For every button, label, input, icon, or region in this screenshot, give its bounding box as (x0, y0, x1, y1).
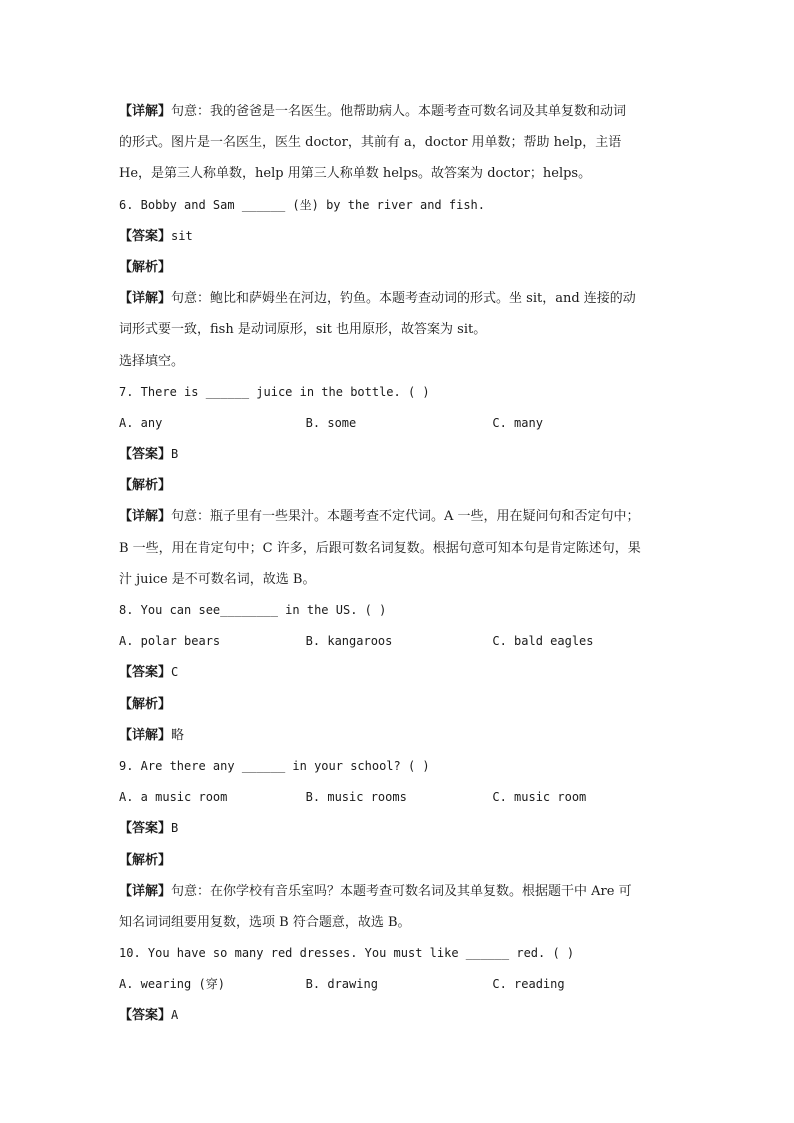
analysis-tag: 【解析】 (119, 259, 172, 275)
option-b: B. kangaroos (305, 634, 393, 649)
question-6-stem: 6. Bobby and Sam ______ (坐) by the river and fish. (119, 197, 486, 212)
answer-value: A (171, 1008, 179, 1023)
question-7-options (119, 408, 679, 439)
answer-tag: 【答案】 (119, 821, 172, 837)
question-7-detail-line-2: B 一些，用在肯定句中；C 许多，后跟可数名词复数。根据句意可知本句是肯定陈述句，果 (119, 540, 641, 556)
option-c: C. bald eagles (492, 634, 594, 649)
question-10-answer (119, 1000, 679, 1031)
answer-tag: 【答案】 (119, 665, 172, 681)
answer-tag: 【答案】 (119, 1008, 172, 1024)
prev-detail-line-1 (119, 96, 679, 127)
option-c: C. reading (492, 977, 565, 992)
answer-value: B (171, 447, 179, 462)
detail-text: 句意：瓶子里有一些果汁。本题考查不定代词。A 一些，用在疑问句和否定句中； (171, 509, 640, 525)
detail-tag: 【详解】 (119, 104, 172, 119)
question-7-answer (119, 439, 679, 470)
question-9-stem: 9. Are there any ______ in your school? ( ) (119, 758, 430, 773)
question-10-options (119, 969, 679, 1000)
detail-tag: 【详解】 (119, 727, 172, 743)
analysis-tag: 【解析】 (119, 478, 172, 494)
question-7-stem: 7. There is ______ juice in the bottle. ( ) (119, 384, 430, 399)
question-9-detail-line-1 (119, 876, 679, 907)
question-8-analysis (119, 689, 679, 720)
option-b: B. drawing (305, 977, 378, 992)
option-c: C. many (492, 415, 543, 430)
option-a: A. any (119, 415, 163, 430)
detail-tag: 【详解】 (119, 509, 172, 525)
question-7-detail-line-3: 汁 juice 是不可数名词，故选 B。 (119, 571, 316, 587)
question-6-detail-line-2: 词形式要一致，fish 是动词原形，sit 也用原形，故答案为 sit。 (119, 322, 487, 338)
question-9-answer (119, 813, 679, 844)
detail-text: 句意：在你学校有音乐室吗？本题考查可数名词及其单复数。根据题干中 Are 可 (171, 883, 632, 899)
question-8-detail (119, 720, 679, 751)
option-c: C. music room (492, 790, 587, 805)
question-6-answer (119, 221, 679, 252)
question-8-stem: 8. You can see________ in the US. ( ) (119, 603, 387, 617)
section-title: 选择填空。 (119, 353, 185, 369)
question-9-options (119, 782, 679, 813)
detail-text: 句意：我的爸爸是一名医生。他帮助病人。本题考查可数名词及其单复数和动词 (171, 104, 627, 119)
detail-text: 句意：鲍比和萨姆坐在河边，钓鱼。本题考查动词的形式。坐 sit，and 连接的动 (171, 291, 636, 307)
question-9-analysis (119, 845, 679, 876)
answer-value: C (171, 665, 179, 680)
answer-value: B (171, 821, 179, 836)
answer-value: sit (171, 228, 193, 243)
answer-tag: 【答案】 (119, 228, 172, 244)
question-10-stem: 10. You have so many red dresses. You must like ______ red. ( ) (119, 946, 575, 961)
question-8-answer (119, 657, 679, 688)
detail-text: 略 (171, 727, 185, 743)
question-9-detail-line-2: 知名词词组要用复数，选项 B 符合题意，故选 B。 (119, 914, 411, 930)
question-6-detail-line-1 (119, 283, 679, 314)
question-7-analysis (119, 470, 679, 501)
analysis-tag: 【解析】 (119, 852, 172, 868)
question-7-detail-line-1 (119, 501, 679, 532)
question-6-analysis (119, 252, 679, 283)
option-b: B. music rooms (305, 790, 407, 805)
question-8-options (119, 626, 679, 657)
analysis-tag: 【解析】 (119, 696, 172, 712)
option-a: A. wearing (穿) (119, 977, 225, 992)
detail-tag: 【详解】 (119, 291, 172, 307)
option-a: A. a music room (119, 790, 228, 805)
option-a: A. polar bears (119, 634, 221, 649)
option-b: B. some (305, 415, 357, 430)
prev-detail-line-2: 的形式。图片是一名医生，医生 doctor，其前有 a，doctor 用单数；帮助 help，主语 (119, 135, 622, 151)
prev-detail-line-3: He，是第三人称单数，help 用第三人称单数 helps。故答案为 doctor；helps。 (119, 166, 592, 182)
detail-tag: 【详解】 (119, 883, 172, 899)
document-page (119, 96, 679, 1032)
answer-tag: 【答案】 (119, 447, 172, 463)
